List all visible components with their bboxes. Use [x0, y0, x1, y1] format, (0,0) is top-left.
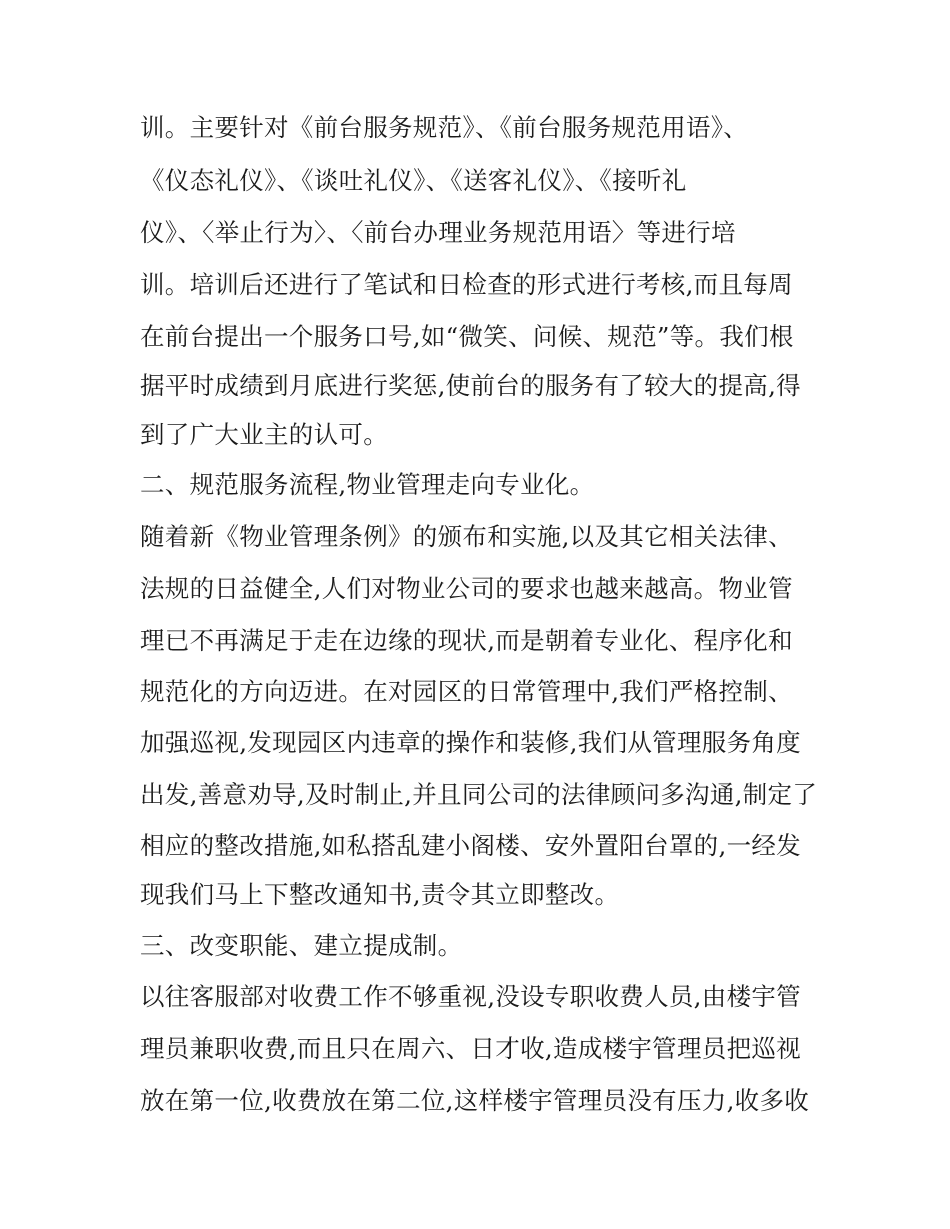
- text-line: 训。主要针对《前台服务规范》、《前台服务规范用语》、: [140, 113, 749, 142]
- text-line: 到了广大业主的认可。: [140, 420, 388, 449]
- text-line: 加强巡视,发现园区内违章的操作和装修,我们从管理服务角度: [140, 728, 801, 757]
- text-line: 放在第一位,收费放在第二位,这样楼宇管理员没有压力,收多收: [140, 1086, 810, 1115]
- text-line: 现我们马上下整改通知书,责令其立即整改。: [140, 880, 620, 909]
- section-heading: 三、改变职能、建立提成制。: [140, 931, 463, 960]
- text-line: 法规的日益健全,人们对物业公司的要求也越来越高。物业管: [140, 574, 793, 603]
- text-line: 出发,善意劝导,及时制止,并且同公司的法律顾问多沟通,制定了: [140, 780, 818, 809]
- text-line: 在前台提出一个服务口号,如“微笑、问候、规范”等。我们根: [140, 322, 794, 351]
- text-line: 《仪态礼仪》、《谈吐礼仪》、《送客礼仪》、《接听礼: [140, 166, 687, 195]
- text-line: 理员兼职收费,而且只在周六、日才收,造成楼宇管理员把巡视: [140, 1034, 801, 1063]
- text-line: 随着新《物业管理条例》的颁布和实施,以及其它相关法律、: [140, 522, 793, 551]
- text-line: 规范化的方向迈进。在对园区的日常管理中,我们严格控制、: [140, 677, 793, 706]
- text-line: 据平时成绩到月底进行奖惩,使前台的服务有了较大的提高,得: [140, 371, 801, 400]
- text-line: 以往客服部对收费工作不够重视,没设专职收费人员,由楼宇管: [140, 982, 801, 1011]
- text-line: 理已不再满足于走在边缘的现状,而是朝着专业化、程序化和: [140, 626, 793, 655]
- text-line: 仪》、〈举止行为〉、〈前台办理业务规范用语〉等进行培: [140, 218, 736, 247]
- text-line: 相应的整改措施,如私搭乱建小阁楼、安外置阳台罩的,一经发: [140, 831, 801, 860]
- text-line: 训。培训后还进行了笔试和日检查的形式进行考核,而且每周: [140, 270, 793, 299]
- section-heading: 二、规范服务流程,物业管理走向专业化。: [140, 470, 595, 499]
